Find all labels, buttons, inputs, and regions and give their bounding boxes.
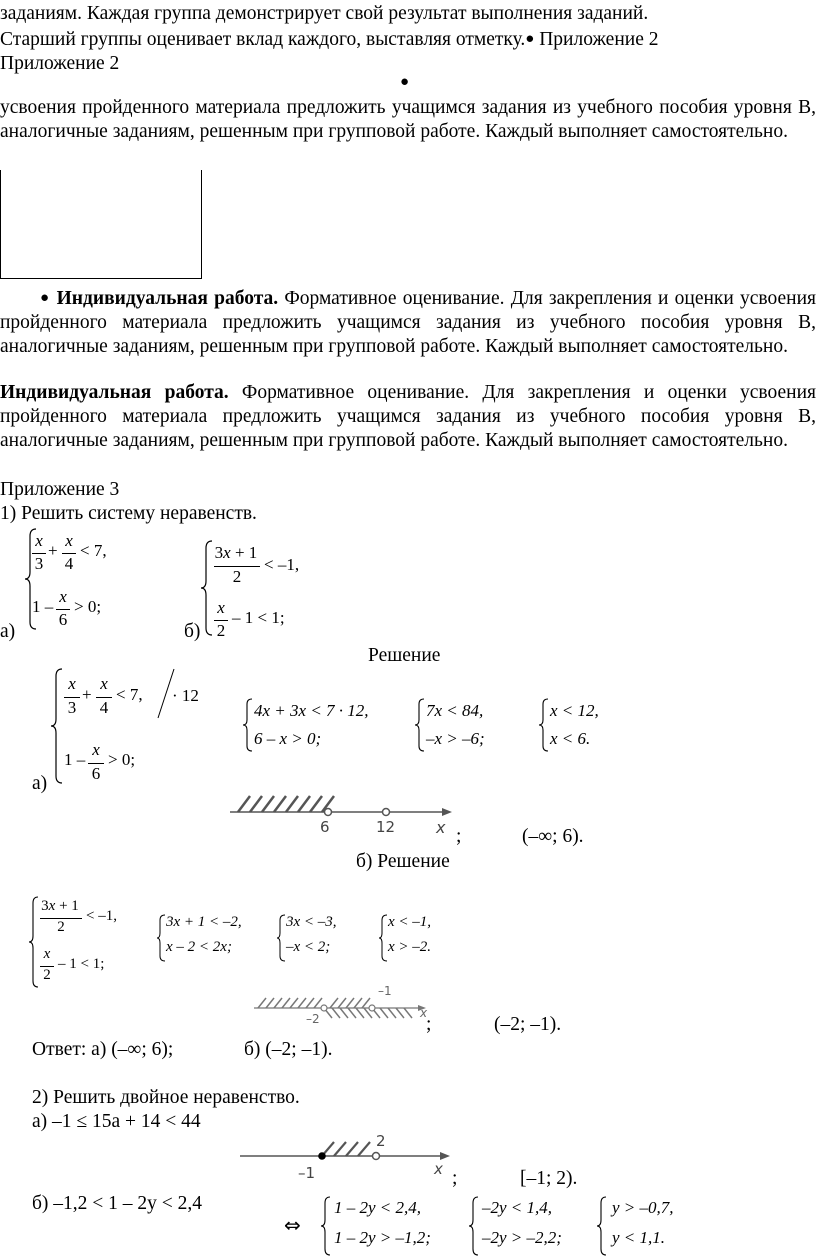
fraction-numerator: x <box>35 531 43 550</box>
fraction-denominator: 4 <box>64 554 74 573</box>
math-line: 1 – 2y < 2,4, <box>334 1198 422 1217</box>
fraction-denominator: 6 <box>58 610 68 629</box>
math-line: 3x + 1 < –2, <box>166 914 242 930</box>
text-span: Формативное оценивание. Для закрепления и оценки усвоения пройденного материала предложить учащимся задания из учебного пособия уровня В, аналогичные заданиям, решенным при групповой работе. Каждый выполняет самостоятельно. <box>0 288 816 357</box>
inequality-b: б) –1,2 < 1 – 2y < 2,4 <box>32 1193 203 1214</box>
fraction-denominator: 2 <box>43 967 51 983</box>
text-span: Приложение 2 <box>534 29 659 50</box>
tick-label: –2 <box>306 1012 320 1026</box>
math-text: – 1 < 1; <box>232 608 285 627</box>
bullet-icon: ● <box>40 290 51 306</box>
axis-variable: x <box>434 1160 443 1178</box>
paragraph: усвоения пройденного материала предложить учащимся задания из учебного пособия уровня В, аналогичные заданиям, решенным при групповой работе. Каждый выполняет самостоятельно. <box>0 97 816 142</box>
fraction-numerator: 3x + 1 <box>41 898 79 914</box>
text-line: Приложение 2 <box>0 53 120 74</box>
bullet-icon: ● <box>400 74 410 90</box>
brace-icon <box>200 540 214 636</box>
brace-icon <box>596 1196 608 1256</box>
math-text: + <box>48 541 58 560</box>
brace-icon <box>468 1196 480 1256</box>
axis-variable: x <box>436 818 446 837</box>
tick-label: 6 <box>320 818 330 836</box>
brace-icon <box>538 698 550 752</box>
fraction-numerator: x <box>217 598 225 617</box>
brace-icon <box>28 896 40 988</box>
multiplier: · 12 <box>172 686 199 705</box>
fraction-denominator: 2 <box>57 919 65 935</box>
bullet-icon: ● <box>525 31 535 47</box>
math-text: < 7, <box>80 541 107 560</box>
fraction-numerator: x <box>59 587 67 606</box>
paragraph <box>0 381 816 453</box>
math-text: < –1, <box>264 555 300 574</box>
math-line: –2y < 1,4, <box>482 1198 553 1217</box>
math-text: < 7, <box>116 685 143 704</box>
fraction-denominator: 3 <box>67 698 77 717</box>
math-text: > 0; <box>74 597 102 616</box>
fraction-numerator: x <box>100 674 108 693</box>
fraction-numerator: x <box>92 740 100 759</box>
math-line: x > –2. <box>388 939 432 955</box>
appendix-heading: Приложение 3 <box>0 479 120 500</box>
answer-b: (–2; –1). <box>494 1014 562 1035</box>
brace-icon <box>378 914 388 962</box>
tick-label: –1 <box>378 984 392 998</box>
math-line: y < 1,1. <box>612 1228 666 1247</box>
math-line: x – 2 < 2x; <box>166 939 232 955</box>
answer-line: Ответ: а) (–∞; 6); <box>32 1039 174 1060</box>
empty-frame <box>0 170 202 279</box>
label-a: а) <box>0 621 16 642</box>
answer-a: (–∞; 6). <box>522 826 584 847</box>
math-text: > 0; <box>108 750 136 769</box>
text-line <box>0 27 816 52</box>
math-text: < –1, <box>86 908 117 924</box>
math-text: – 1 < 1; <box>58 956 105 972</box>
number-line <box>230 792 460 842</box>
solution-heading: б) Решение <box>356 851 450 872</box>
task-title: 2) Решить двойное неравенство. <box>32 1087 300 1108</box>
answer-2a: [–1; 2). <box>520 1168 578 1189</box>
answer-line-b: б) (–2; –1). <box>244 1039 333 1060</box>
brace-icon <box>276 914 286 962</box>
fraction-numerator: x <box>65 531 73 550</box>
math-line: –x < 2; <box>286 939 331 955</box>
math-text: 1 – <box>64 750 86 769</box>
math-line: x < 6. <box>550 729 591 748</box>
tick-label: 2 <box>376 1132 386 1150</box>
equivalence-icon: ⇔ <box>284 1213 301 1237</box>
math-text: 1 – <box>32 597 54 616</box>
tick-label: –1 <box>298 1164 316 1182</box>
tick-label: 12 <box>376 818 396 836</box>
label-b: б) <box>184 621 201 642</box>
axis-variable: x <box>420 1006 428 1020</box>
fraction-numerator: x <box>68 674 76 693</box>
fraction-denominator: 2 <box>216 621 226 640</box>
text-span: Формативное оценивание. Для закрепления и оценки усвоения пройденного материала предложить учащимся задания из учебного пособия уровня В, аналогичные заданиям, решенным при групповой работе. Каждый выполняет самостоятельно. <box>0 382 816 451</box>
math-line: 4x + 3x < 7 · 12, <box>254 701 369 720</box>
bold-text: Индивидуальная работа. <box>56 288 279 309</box>
math-line: x < 12, <box>550 701 599 720</box>
math-line: 7x < 84, <box>426 701 484 720</box>
number-line <box>240 1140 460 1180</box>
task-title: 1) Решить систему неравенств. <box>0 503 257 524</box>
brace-icon <box>156 914 166 962</box>
brace-icon <box>414 698 426 752</box>
brace-icon <box>320 1196 332 1256</box>
math-line: y > –0,7, <box>612 1198 674 1217</box>
math-line: 3x < –3, <box>286 914 337 930</box>
separator: ; <box>426 1014 432 1035</box>
fraction-numerator: 3x + 1 <box>214 543 258 562</box>
separator: ; <box>456 826 462 847</box>
fraction-denominator: 6 <box>91 764 101 783</box>
number-line <box>254 994 434 1024</box>
fraction-denominator: 4 <box>99 698 109 717</box>
paragraph <box>0 286 816 359</box>
math-line: –2y > –2,2; <box>482 1228 562 1247</box>
math-line: 6 – x > 0; <box>254 729 322 748</box>
label-a: а) <box>32 773 48 794</box>
solution-heading: Решение <box>368 645 441 666</box>
text-line: заданиям. Каждая группа демонстрирует свой результат выполнения заданий. <box>0 3 649 24</box>
brace-icon <box>242 698 254 752</box>
fraction-numerator: x <box>43 946 51 962</box>
brace-icon <box>50 668 64 784</box>
bold-text: Индивидуальная работа. <box>0 382 229 403</box>
separator: ; <box>452 1168 458 1189</box>
math-line: x < –1, <box>388 914 432 930</box>
text-span: Старший группы оценивает вклад каждого, выставляя отметку. <box>0 29 526 50</box>
inequality-a: а) –1 ≤ 15a + 14 < 44 <box>32 1111 201 1132</box>
fraction-denominator: 2 <box>232 567 242 586</box>
math-text: + <box>82 685 92 704</box>
fraction-denominator: 3 <box>34 554 44 573</box>
math-line: 1 – 2y > –1,2; <box>334 1228 431 1247</box>
math-line: –x > –6; <box>426 729 485 748</box>
